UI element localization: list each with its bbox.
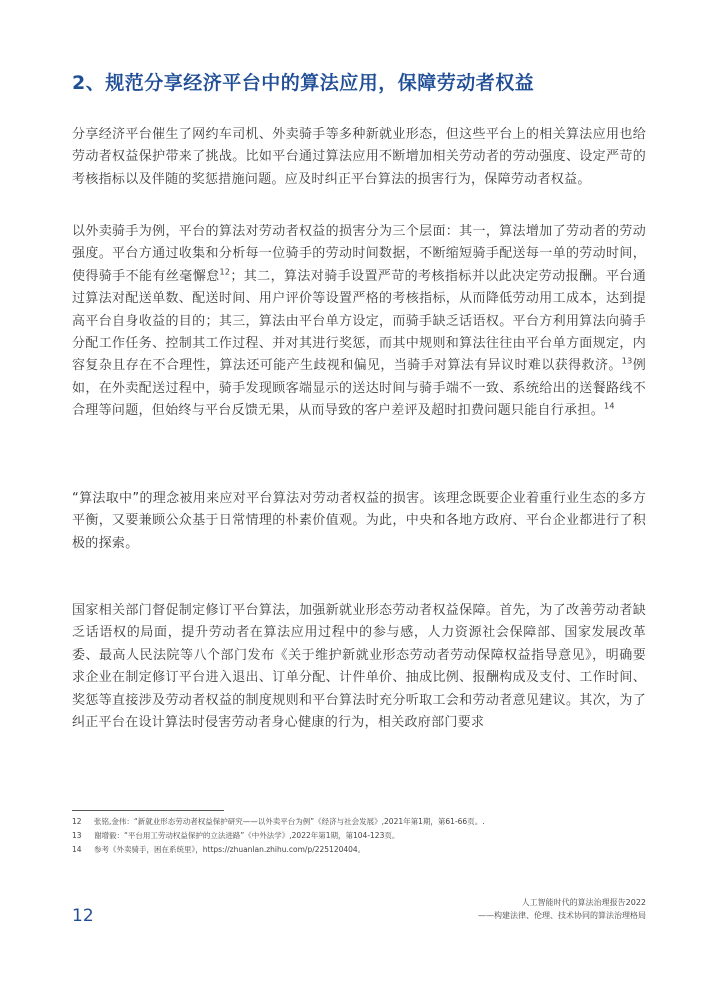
footnote-text[interactable]: 参考《外卖骑手，困在系统里》，https://zhuanlan.zhihu.com/p/225120404。 bbox=[94, 845, 366, 854]
footnote-ref-14[interactable]: 14 bbox=[604, 401, 615, 411]
footnote-ref-12[interactable]: 12 bbox=[219, 267, 231, 277]
footnote-13 bbox=[72, 829, 646, 843]
paragraph-2-text-c: 例如，在外卖配送过程中，骑手发现顾客端显示的送达时间与骑手端不一致、系统给出的送餐路线不合理等问题，但始终与平台反馈无果，从而导致的客户差评及超时扣费问题只能自行承担。 bbox=[72, 358, 646, 419]
paragraph-2 bbox=[72, 221, 646, 423]
report-title: 人工智能时代的算法治理报告2022 bbox=[521, 898, 646, 907]
footnote-number: 12 bbox=[72, 817, 82, 826]
footnote-number: 14 bbox=[72, 845, 82, 854]
footnote-number: 13 bbox=[72, 831, 82, 840]
paragraph-4: 国家相关部门督促制定修订平台算法，加强新就业形态劳动者权益保障。首先，为了改善劳动者缺乏话语权的局面，提升劳动者在算法应用过程中的参与感，人力资源社会保障部、国家发展改革委、最高人民法院等八个部门发布《关于维护新就业形态劳动者劳动保障权益指导意见》，明确要求企业在制定修订平台进入退出、订单分配、计件单价、抽成比例、报酬构成及支付、工作时间、奖惩等直接涉及劳动者权益的制度规则和平台算法时充分听取工会和劳动者意见建议。其次，为了纠正平台在设计算法时侵害劳动者身心健康的行为，相关政府部门要求 bbox=[72, 603, 646, 731]
paragraph-2-text-a: 以外卖骑手为例，平台的算法对劳动者权益的损害分为三个层面：其一，算法增加了劳动者的劳动强度。平台方通过收集和分析每一位骑手的劳动时间数据，不断缩短骑手配送每一单的劳动时间，使得骑手不能有丝毫懈怠 bbox=[72, 224, 646, 284]
paragraph-3: “算法取中”的理念被用来应对平台算法对劳动者权益的损害。该理念既要企业着重行业生态的多方平衡，又要兼顾公众基于日常情理的朴素价值观。为此，中央和各地方政府、平台企业都进行了积极的探索。 bbox=[72, 491, 646, 551]
footnote-text: 张铭,金伟：“新就业形态劳动者权益保护研究——以外卖平台为例”《经济与社会发展》,2021年第1期，第61-66页。. bbox=[94, 817, 485, 826]
paragraph-2-text-b: ；其二，算法对骑手设置严苛的考核指标并以此决定劳动报酬。平台通过算法对配送单数、配送时间、用户评价等设置严格的考核指标，从而降低劳动用工成本，达到提高平台自身收益的目的；其三，算法由平台单方设定，而骑手缺乏话语权。平台方利用算法向骑手分配工作任务、控制其工作过程、并对其进行奖惩，而其中规则和算法往往由平台单方面规定，内容复杂且存在不合理性，算法还可能产生歧视和偏见，当骑手对算法有异议时难以获得救济。 bbox=[72, 268, 646, 374]
footnote-text: 谢增毅：“平台用工劳动权益保护的立法进路”《中外法学》,2022年第1期，第104-123页。 bbox=[94, 831, 400, 840]
section-title: 2、规范分享经济平台中的算法应用，保障劳动者权益 bbox=[72, 72, 535, 94]
paragraph-1: 分享经济平台催生了网约车司机、外卖骑手等多种新就业形态，但这些平台上的相关算法应用也给劳动者权益保护带来了挑战。比如平台通过算法应用不断增加相关劳动者的劳动强度、设定严苛的考核指标以及伴随的奖惩措施问题。应及时纠正平台算法的损害行为，保障劳动者权益。 bbox=[72, 127, 646, 187]
report-subtitle: ——构建法律、伦理、技术协同的算法治理格局 bbox=[478, 911, 646, 920]
page-number: 12 bbox=[72, 906, 94, 926]
footnotes bbox=[72, 815, 646, 857]
footnote-ref-13[interactable]: 13 bbox=[621, 357, 633, 367]
footnote-14 bbox=[72, 843, 646, 857]
footnote-12 bbox=[72, 815, 646, 829]
footnote-divider bbox=[72, 810, 224, 811]
running-footer bbox=[478, 896, 646, 922]
